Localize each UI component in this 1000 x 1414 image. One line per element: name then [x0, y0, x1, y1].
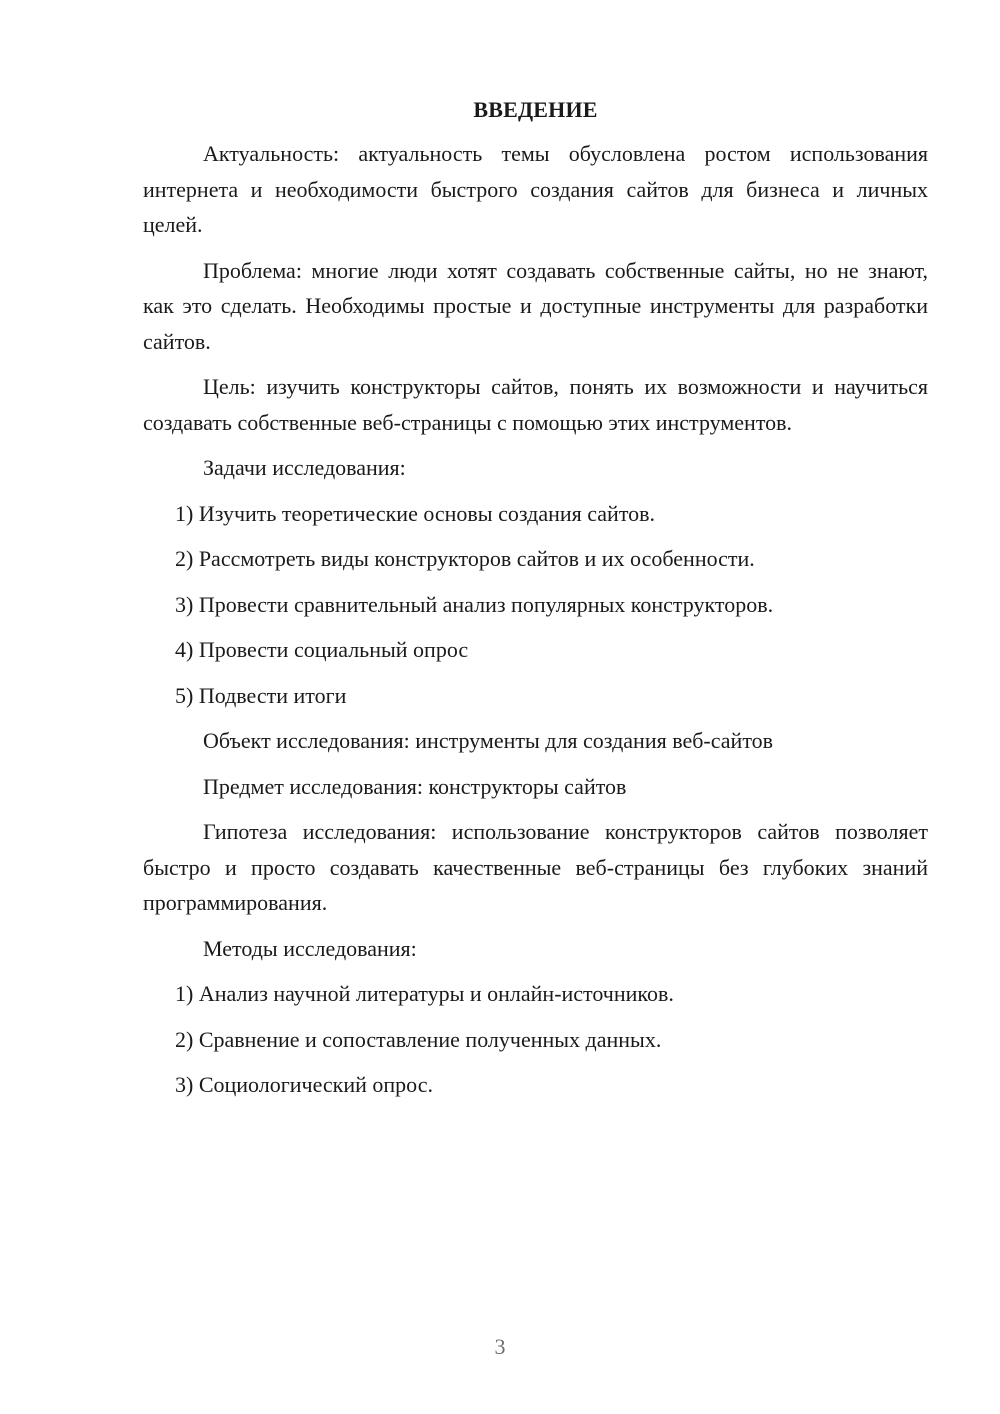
- paragraph-problem: Проблема: многие люди хотят создавать собственные сайты, но не знают, как это сделать. Необходимы простые и доступные инструменты для разработки сайтов.: [143, 257, 928, 354]
- list-item-method-1: 1) Анализ научной литературы и онлайн-источников.: [175, 981, 674, 1006]
- page-number: 3: [494, 1334, 506, 1359]
- paragraph-goal: Цель: изучить конструкторы сайтов, понять их возможности и научиться создавать собственные веб-страницы с помощью этих инструментов.: [143, 374, 928, 435]
- methods-title: Методы исследования:: [203, 935, 417, 961]
- list-item-task-2: 2) Рассмотреть виды конструкторов сайтов и их особенности.: [175, 546, 755, 571]
- paragraph-hypothesis: Гипотеза исследования: использование конструкторов сайтов позволяет быстро и просто создавать качественные веб-страницы без глубоких знаний программирования.: [143, 819, 928, 915]
- list-item-task-3: 3) Провести сравнительный анализ популярных конструкторов.: [175, 591, 774, 617]
- list-item-task-4: 4) Провести социальный опрос: [175, 637, 469, 662]
- tasks-title: Задачи исследования:: [203, 455, 406, 480]
- page-content: [143, 94, 928, 1113]
- list-item-task-1: 1) Изучить теоретические основы создания сайтов.: [175, 500, 656, 526]
- paragraph-relevance: Актуальность: актуальность темы обусловлена ростом использования интернета и необходимости быстрого создания сайтов для бизнеса и личных целей.: [143, 141, 928, 237]
- research-object: Объект исследования: инструменты для создания веб-сайтов: [203, 728, 774, 753]
- page-title: ВВЕДЕНИЕ: [473, 97, 598, 122]
- list-item-method-3: 3) Социологический опрос.: [175, 1072, 433, 1097]
- list-item-method-2: 2) Сравнение и сопоставление полученных данных.: [175, 1026, 662, 1052]
- research-subject: Предмет исследования: конструкторы сайтов: [203, 773, 627, 799]
- list-item-task-5: 5) Подвести итоги: [175, 682, 347, 708]
